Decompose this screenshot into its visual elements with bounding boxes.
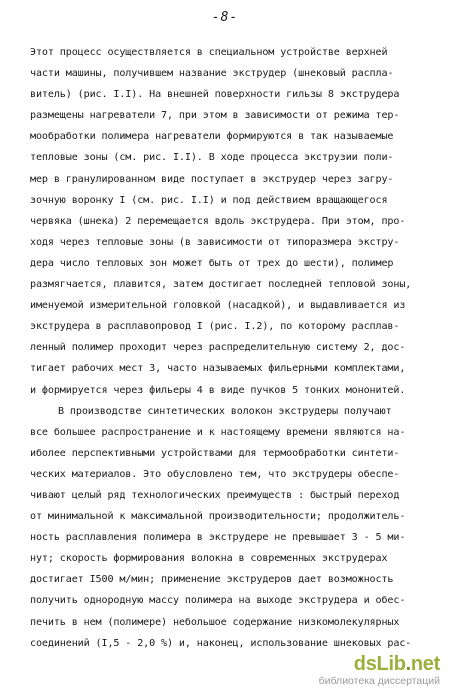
text-line: нут; скорость формирования волокна в современных экструдерах — [30, 553, 388, 565]
text-line: зочную воронку I (см. рис. I.I) и под действием вращающегося — [30, 194, 388, 206]
text-line: В производстве синтетических волокон экструдеры получают — [58, 405, 392, 417]
text-line: Этот процесс осуществляется в специальном устройстве верхней — [30, 47, 388, 58]
text-line: достигает I500 м/мин; применение экструдеров дает возможность — [30, 574, 394, 586]
text-line: соединений (I,5 - 2,0 %) и, наконец, использование шнековых рас- — [30, 637, 412, 649]
text-line: все большее распространение и к настоящему времени являются на- — [30, 426, 406, 438]
text-line: печить в нем (полимере) небольшое содержание низкомолекулярных — [30, 616, 400, 628]
text-line: мер в гранулированном виде поступает в экструдер через загру- — [30, 173, 394, 185]
text-line: и формируется через фильеры 4 в виде пучков 5 тонких мононитей. — [30, 384, 406, 396]
text-line: экструдера в расплавопровод I (рис. I.2), по которому расплав- — [30, 321, 400, 333]
paragraph — [30, 401, 444, 654]
text-line: получить однородную массу полимера на выходе экструдера и обес- — [30, 595, 406, 607]
paragraph — [30, 42, 444, 401]
text-line: ческих материалов. Это обусловлено тем, что экструдеры обеспе- — [30, 468, 400, 480]
watermark-logo-dot: . — [405, 653, 411, 675]
text-line: размягчается, плавится, затем достигает последней тепловой зоны, — [30, 279, 412, 291]
text-line: чивают целый ряд технологических преимуществ : быстрый переход — [30, 489, 400, 501]
text-line: размещены нагреватели 7, при этом в зависимости от режима тер- — [30, 110, 400, 122]
text-line: тепловые зоны (см. рис. I.I). В ходе процесса экструзии поли- — [30, 152, 394, 164]
text-line: части машины, получившем название экструдер (шнековый расплa- — [30, 68, 394, 80]
watermark-logo-main: dsLib — [353, 653, 406, 675]
text-line: витель) (рис. I.I). На внешней поверхности гильзы 8 экструдера — [30, 89, 400, 101]
watermark-logo — [319, 653, 440, 675]
text-line: дера число тепловых зон может быть от трех до шести), полимер — [30, 257, 394, 269]
watermark-tagline: библиотека диссертаций — [318, 675, 440, 687]
document-body — [30, 42, 444, 654]
site-watermark — [319, 653, 440, 687]
text-line: именуемой измерительной головкой (насадкой), и выдавливается из — [30, 300, 406, 312]
text-line: червяка (шнека) 2 перемещается вдоль экструдера. При этом, про- — [30, 215, 406, 227]
text-line: ность расплавления полимера в экструдере не превышает 3 - 5 ми- — [30, 532, 406, 544]
text-line: от минимальной к максимальной производительности; продолжитель- — [30, 511, 406, 523]
text-line: мообработки полимера нагреватели формируются в так называемые — [30, 131, 394, 143]
text-line: ходя через тепловые зоны (в зависимости от типоразмера экстру- — [30, 236, 400, 248]
page-number: -8- — [211, 10, 239, 25]
text-line: иболее перспективными устройствами для термообработки синтети- — [30, 447, 400, 459]
text-line: ленный полимер проходит через распределительную систему 2, дос- — [30, 342, 406, 354]
text-line: тигает рабочих мест 3, часто называемых фильерными комплектами, — [30, 363, 406, 375]
watermark-logo-tld: net — [410, 653, 440, 675]
